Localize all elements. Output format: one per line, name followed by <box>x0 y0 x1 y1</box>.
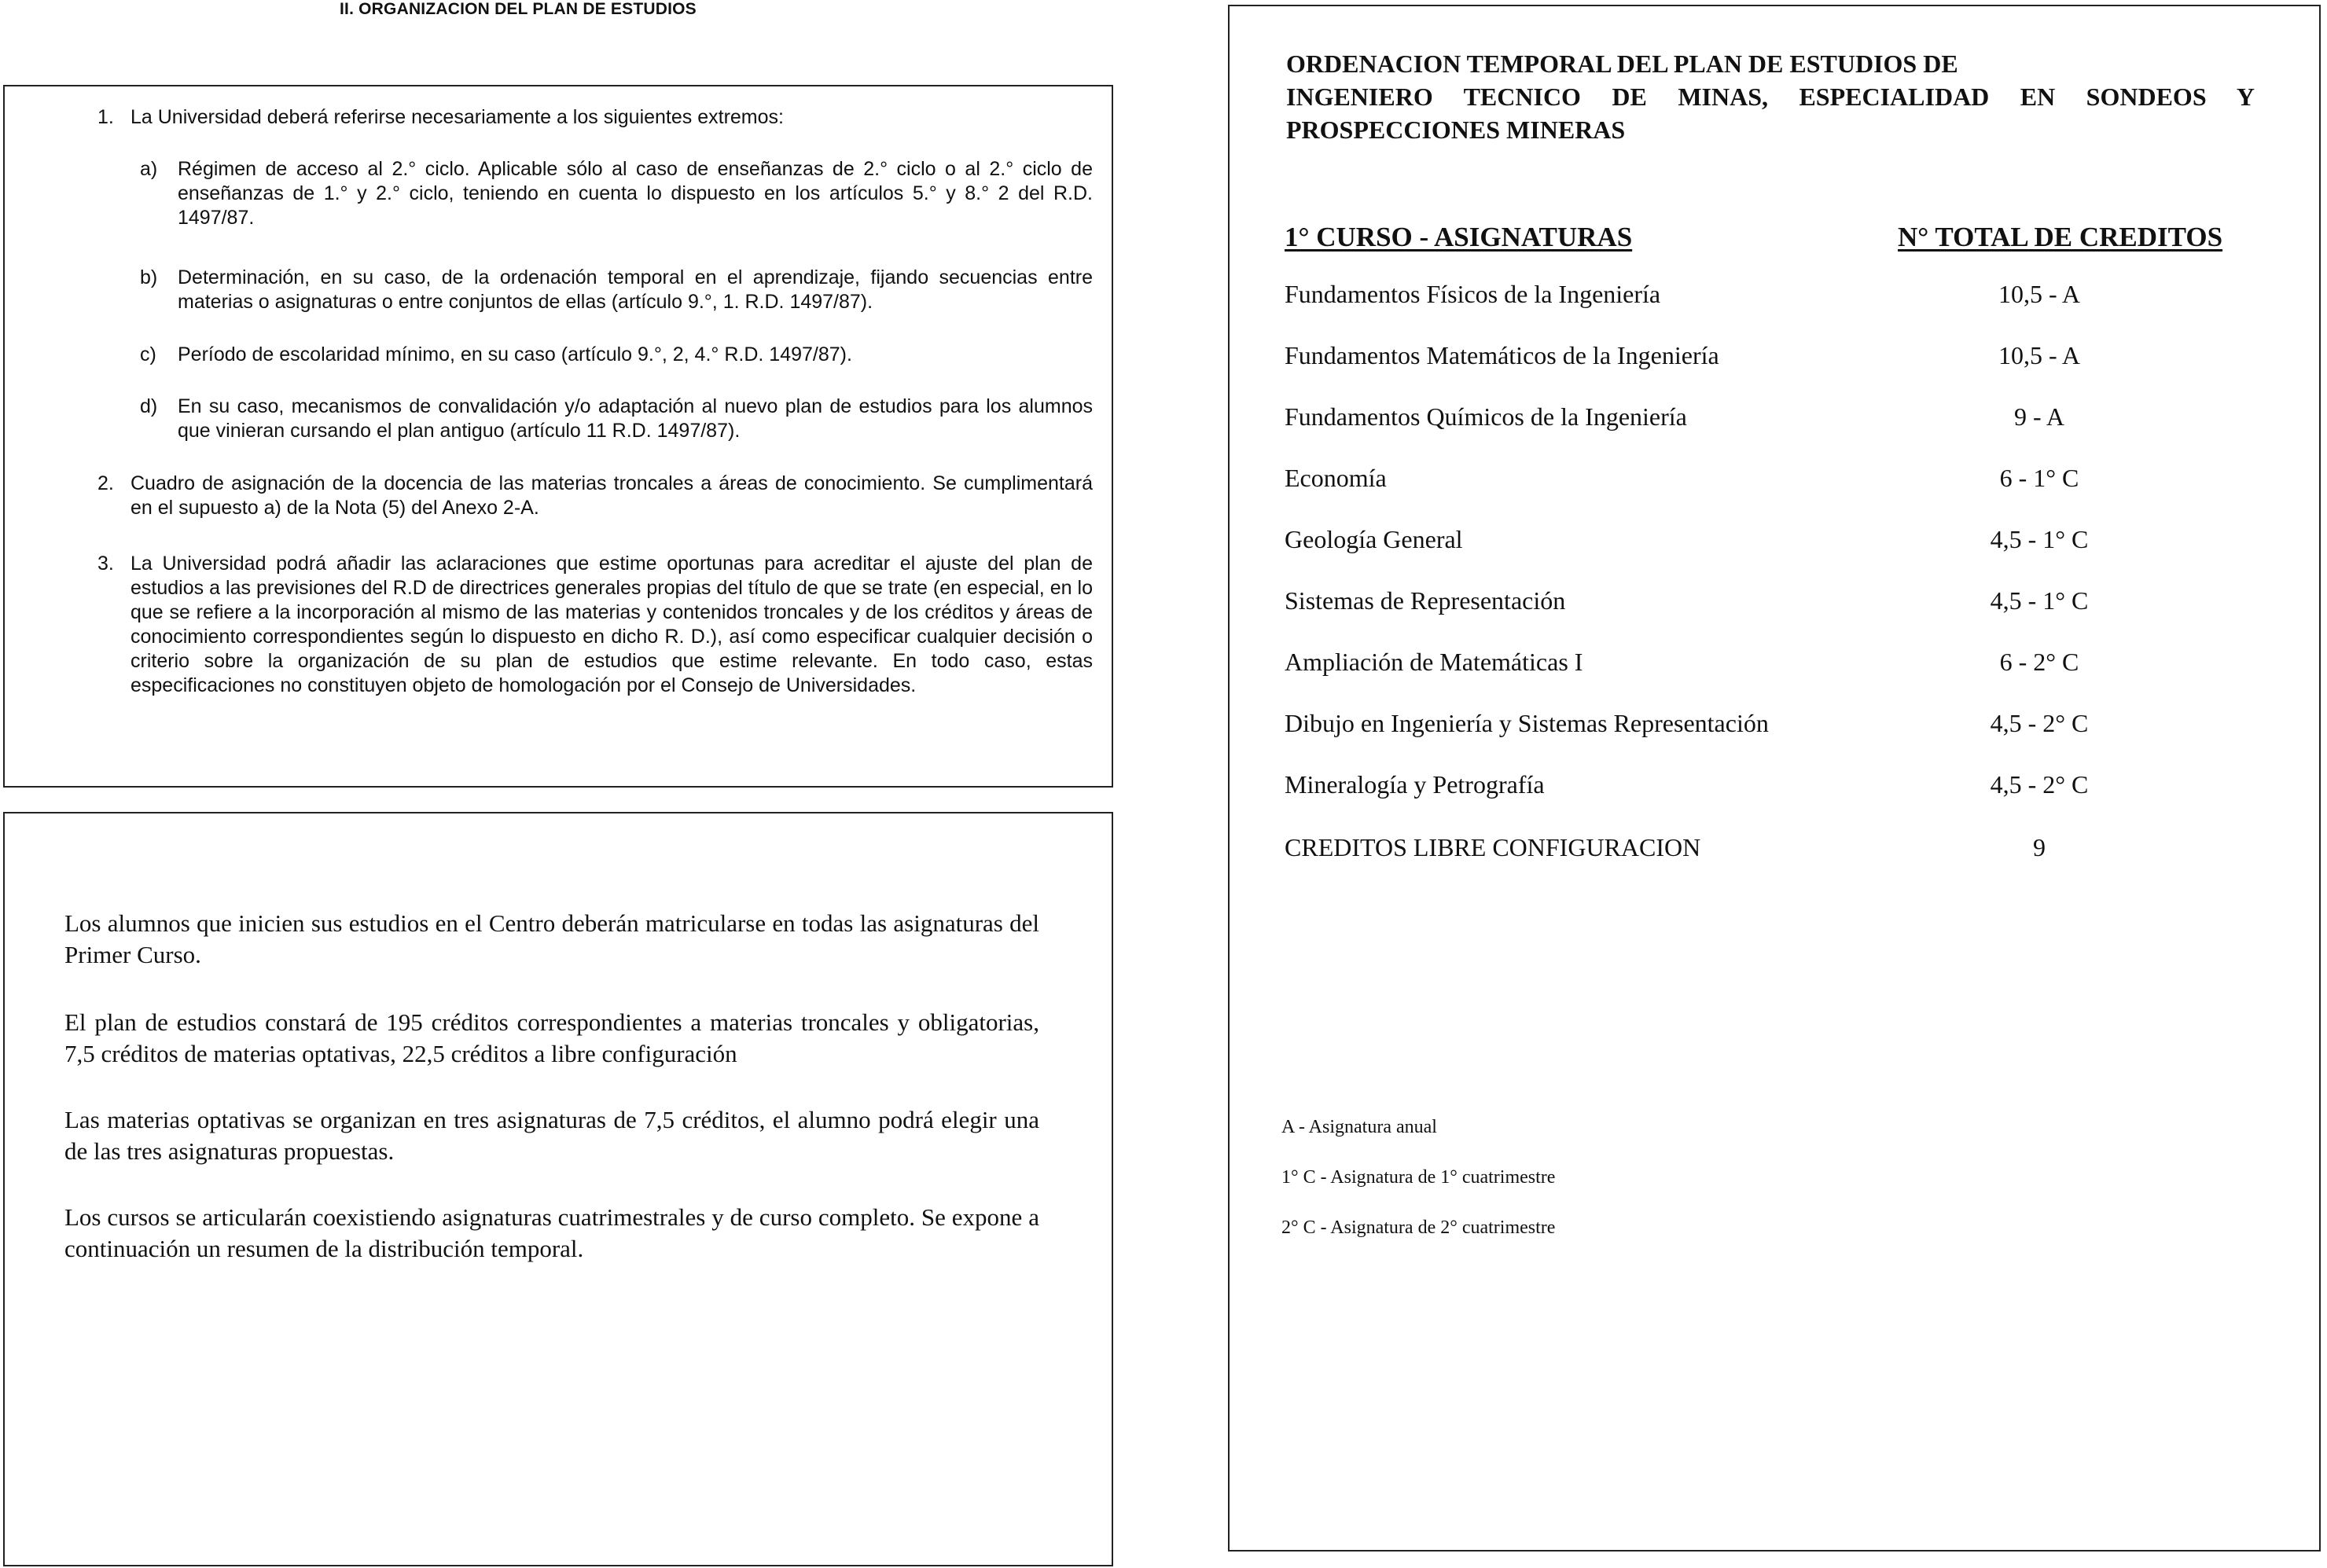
subject-row <box>1230 707 2319 739</box>
subject-row <box>1230 401 2319 432</box>
subject-name: CREDITOS LIBRE CONFIGURACION <box>1285 833 1701 861</box>
legend-annual: A - Asignatura anual <box>1281 1117 1437 1137</box>
free-credits-row <box>1230 832 2319 863</box>
item-text: Cuadro de asignación de la docencia de las materias troncales a áreas de conocimiento. Se cumplimentará en el supuesto a) de la Nota (5) del Anexo 2-A. <box>131 472 1093 519</box>
plan-title-line-1: ORDENACION TEMPORAL DEL PLAN DE ESTUDIOS DE <box>1286 50 1958 78</box>
info-paragraph-3: Las materias optativas se organizan en tres asignaturas de 7,5 créditos, el alumno podrá elegir una de las tres asignaturas propuestas. <box>64 1106 1039 1165</box>
subjects-column-header: 1° CURSO - ASIGNATURAS <box>1285 222 1633 252</box>
subject-name: Fundamentos Matemáticos de la Ingeniería <box>1285 341 1719 369</box>
subject-row <box>1230 523 2319 555</box>
item-number: 1. <box>97 106 114 128</box>
subject-credits: 4,5 - 2° C <box>1990 709 2089 737</box>
subject-row <box>1230 462 2319 494</box>
subject-credits: 6 - 2° C <box>1999 648 2079 676</box>
subject-credits: 9 - A <box>2014 402 2064 431</box>
subject-credits: 9 <box>2033 833 2046 861</box>
subject-credits: 6 - 1° C <box>1999 464 2079 492</box>
study-plan-info-box <box>3 812 1113 1566</box>
temporal-plan-box <box>1228 5 2321 1551</box>
subject-name: Mineralogía y Petrografía <box>1285 770 1545 799</box>
legend-first-semester: 1° C - Asignatura de 1° cuatrimestre <box>1281 1167 1556 1188</box>
subitem-text: Período de escolaridad mínimo, en su caso (artículo 9.°, 2, 4.° R.D. 1497/87). <box>178 343 852 365</box>
subject-name: Sistemas de Representación <box>1285 586 1566 615</box>
subject-name: Ampliación de Matemáticas I <box>1285 648 1583 676</box>
subject-row <box>1230 646 2319 678</box>
section-heading: II. ORGANIZACION DEL PLAN DE ESTUDIOS <box>340 0 697 18</box>
subject-row <box>1230 278 2319 310</box>
plan-title-line-2: INGENIERO TECNICO DE MINAS, ESPECIALIDAD EN SONDEOS Y <box>1286 83 2255 111</box>
item-text: La Universidad podrá añadir las aclaraciones que estime oportunas para acreditar el ajuste del plan de estudios a las previsiones del R.D de directrices generales propias del título de que se trate (en especial, en lo que se refiere a la incorporación al mismo de las materias y contenidos troncales y de los créditos y áreas de conocimiento correspondientes según lo dispuesto en dicho R. D.), así como especificar cualquier decisión o criterio sobre la organización de su plan de estudios que estime relevante. En todo caso, estas especificaciones no constituyen objeto de homologación por el Consejo de Universidades. <box>131 553 1093 696</box>
subitem-letter: a) <box>140 158 158 180</box>
item-text: La Universidad deberá referirse necesariamente a los siguientes extremos: <box>131 106 784 128</box>
info-paragraph-1: Los alumnos que inicien sus estudios en el Centro deberán matricularse en todas las asignaturas del Primer Curso. <box>64 909 1039 968</box>
item-number: 2. <box>97 472 114 494</box>
plan-title-line-3: PROSPECCIONES MINERAS <box>1286 116 1626 144</box>
item-number: 3. <box>97 553 114 575</box>
plan-title <box>1286 47 2255 146</box>
subject-credits: 4,5 - 2° C <box>1990 770 2089 799</box>
subitem-letter: c) <box>140 343 156 365</box>
subject-name: Geología General <box>1285 525 1463 553</box>
instructions-box <box>3 85 1113 788</box>
subject-row <box>1230 340 2319 371</box>
subject-credits: 10,5 - A <box>1998 280 2080 308</box>
subject-credits: 4,5 - 1° C <box>1990 586 2089 615</box>
subject-name: Fundamentos Químicos de la Ingeniería <box>1285 402 1687 431</box>
subject-credits: 10,5 - A <box>1998 341 2080 369</box>
subject-name: Dibujo en Ingeniería y Sistemas Representación <box>1285 709 1769 737</box>
credits-column-header: N° TOTAL DE CREDITOS <box>1898 222 2223 252</box>
subitem-text: Determinación, en su caso, de la ordenación temporal en el aprendizaje, fijando secuencias entre materias o asignaturas o entre conjuntos de ellas (artículo 9.°, 1. R.D. 1497/87). <box>178 266 1093 313</box>
subject-row <box>1230 769 2319 800</box>
subitem-text: En su caso, mecanismos de convalidación y/o adaptación al nuevo plan de estudios para los alumnos que vinieran cursando el plan antiguo (artículo 11 R.D. 1497/87). <box>178 395 1093 442</box>
subitem-text: Régimen de acceso al 2.° ciclo. Aplicable sólo al caso de enseñanzas de 2.° ciclo o al 2.° ciclo de enseñanzas de 1.° y 2.° ciclo, teniendo en cuenta lo dispuesto en los artículos 5.° y 8.° 2 del R.D. 1497/87. <box>178 158 1093 229</box>
info-paragraph-2: El plan de estudios constará de 195 créditos correspondientes a materias troncales y obligatorias, 7,5 créditos de materias optativas, 22,5 créditos a libre configuración <box>64 1008 1039 1067</box>
legend-second-semester: 2° C - Asignatura de 2° cuatrimestre <box>1281 1217 1556 1238</box>
subitem-letter: d) <box>140 395 158 417</box>
subject-name: Economía <box>1285 464 1387 492</box>
subject-name: Fundamentos Físicos de la Ingeniería <box>1285 280 1661 308</box>
subject-row <box>1230 585 2319 616</box>
info-paragraph-4: Los cursos se articularán coexistiendo asignaturas cuatrimestrales y de curso completo. Se expone a continuación un resumen de la distribución temporal. <box>64 1203 1039 1262</box>
subject-credits: 4,5 - 1° C <box>1990 525 2089 553</box>
subitem-letter: b) <box>140 266 158 288</box>
